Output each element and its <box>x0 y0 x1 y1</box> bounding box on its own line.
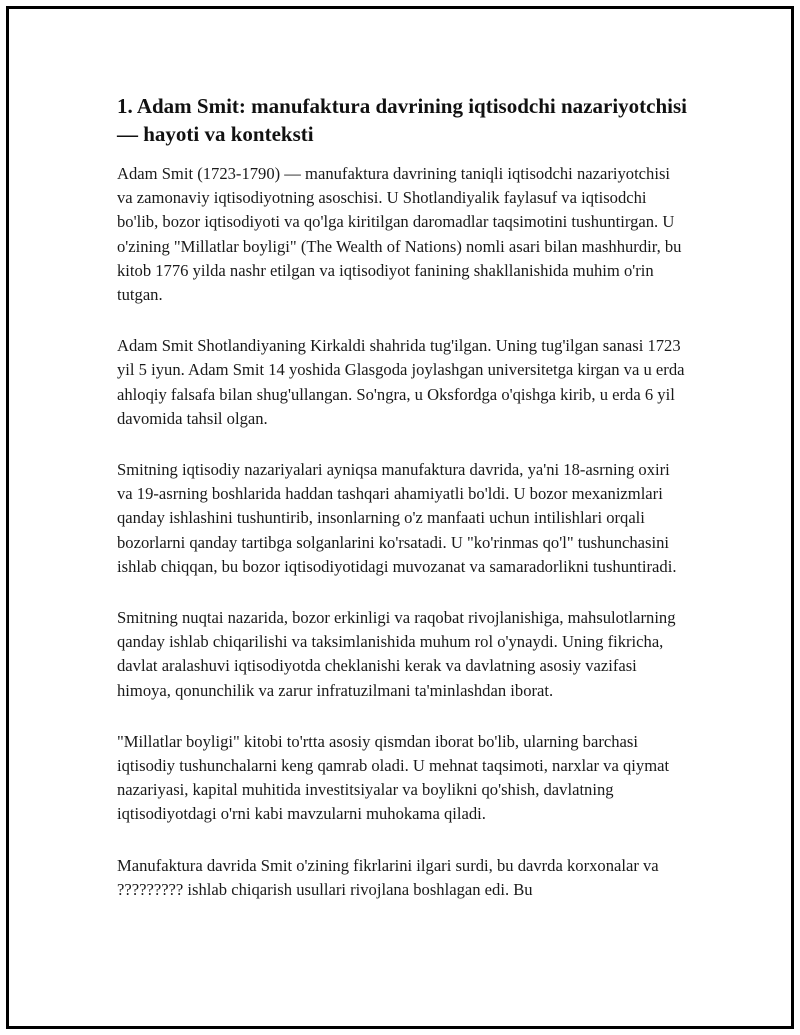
paragraph-wealth-of-nations: "Millatlar boyligi" kitobi to'rtta asosiy qismdan iborat bo'lib, ularning barchasi iqtisodiy tushunchalarni keng qamrab oladi. U mehnat taqsimoti, narxlar va qiymat nazariyasi, kapital muhitida investitsiyalar va boylikni qo'shish, davlatning iqtisodiyotdagi o'rni kabi mavzularni muhokama qiladi. <box>117 731 670 824</box>
paragraph-manufacture-era: Manufaktura davrida Smit o'zining fikrlarini ilgari surdi, bu davrda korxonalar va ????????? ishlab chiqarish usullari rivojlana boshlagan edi. Bu <box>117 855 659 899</box>
document-body <box>117 92 687 929</box>
paragraph-market-freedom: Smitning nuqtai nazarida, bozor erkinligi va raqobat rivojlanishiga, mahsulotlarning qanday ishlab chiqarilishi va taksimlanishida muhum rol o'ynaydi. Uning fikricha, davlat aralashuvi iqtisodiyotda cheklanishi kerak va davlatning asosiy vazifasi himoya, qonunchilik va zarur infratuzilmani ta'minlashdan iborat. <box>117 608 676 700</box>
paragraph-intro: Adam Smit (1723-1790) — manufaktura davrining taniqli iqtisodchi nazariyotchisi va zamonaviy iqtisodiyotning asoschisi. U Shotlandiyalik faylasuf va iqtisodchi bo'lib, bozor iqtisodiyoti va qo'lga kiritilgan daromadlar taqsimotini tushuntirgan. U o'zining "Millatlar boyligi" (The Wealth of Nations) nomli asari bilan mashhurdir, bu kitob 1776 yilda nashr etilgan va iqtisodiyot fanining shakllanishida muhim o'rin tutgan. <box>117 164 682 305</box>
paragraph-biography: Adam Smit Shotlandiyaning Kirkaldi shahrida tug'ilgan. Uning tug'ilgan sanasi 1723 yil 5 iyun. Adam Smit 14 yoshida Glasgoda joylashgan universitetga kirgan va u erda ahloqiy falsafa bilan shug'ullangan. So'ngra, u Oksfordga o'qishga kirib, u erda 6 yil davomida tahsil olgan. <box>117 336 685 428</box>
section-heading: 1. Adam Smit: manufaktura davrining iqtisodchi nazariyotchisi — hayoti va konteksti <box>117 94 687 146</box>
paragraph-theories: Smitning iqtisodiy nazariyalari ayniqsa manufaktura davrida, ya'ni 18-asrning oxiri va 19-asrning boshlarida haddan tashqari ahamiyatli bo'ldi. U bozor mexanizmlari qanday ishlashini tushuntirib, insonlarning o'z manfaati uchun intilishlari orqali bozorlarni qanday tartibga solganlarini ko'rsatadi. U "ko'rinmas qo'l" tushunchasini ishlab chiqqan, bu bozor iqtisodiyotidagi muvozanat va samaradorlikni tushuntiradi. <box>117 460 677 576</box>
